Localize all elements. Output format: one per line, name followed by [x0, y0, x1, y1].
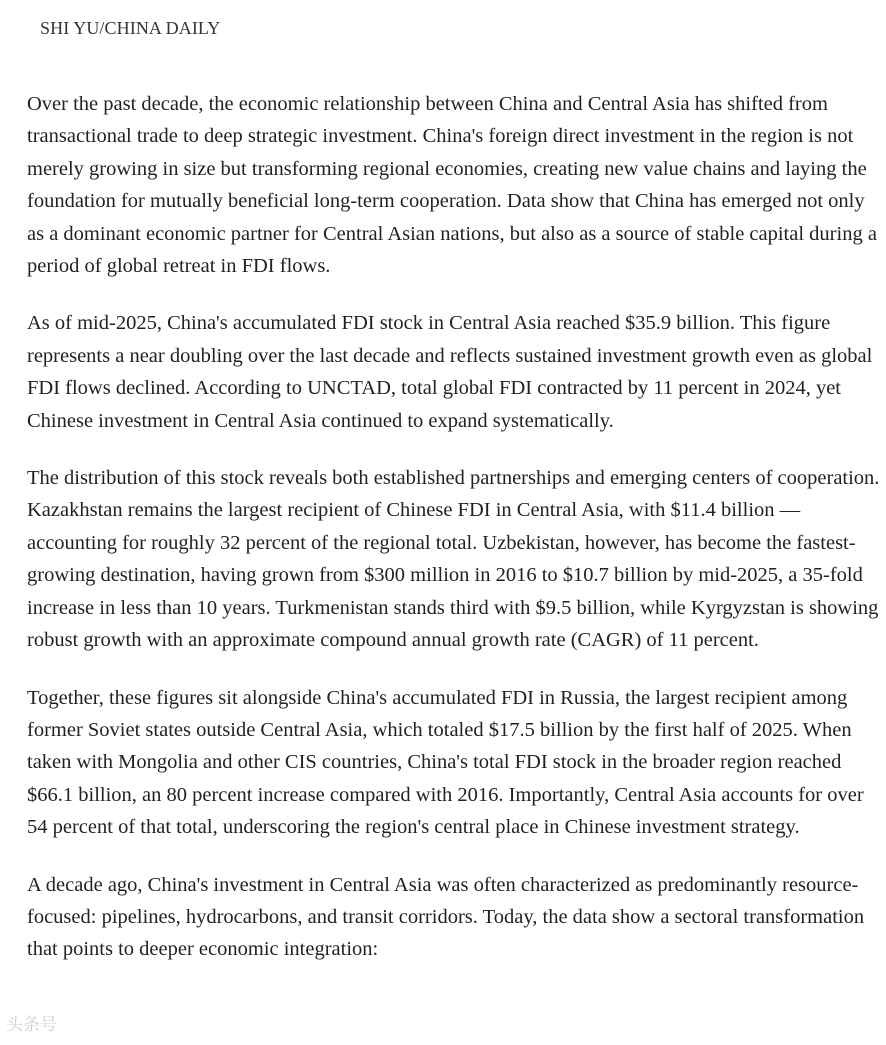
- paragraph-1: Over the past decade, the economic relationship between China and Central Asia has shifted from transactional trade to deep strategic investment. China's foreign direct investment in the region is not merely growing in size but transforming regional economies, creating new value chains and laying the foundation for mutually beneficial long-term cooperation. Data show that China has emerged not only as a dominant economic partner for Central Asian nations, but also as a source of stable capital during a period of global retreat in FDI flows.: [27, 93, 877, 278]
- article-body: [27, 88, 885, 991]
- paragraph-5: A decade ago, China's investment in Central Asia was often characterized as predominantly resource-focused: pipelines, hydrocarbons, and transit corridors. Today, the data show a sectoral transformation that points to deeper economic integration:: [27, 873, 865, 961]
- paragraph-2: As of mid-2025, China's accumulated FDI stock in Central Asia reached $35.9 billion. This figure represents a near doubling over the last decade and reflects sustained investment growth even as global FDI flows declined. According to UNCTAD, total global FDI contracted by 11 percent in 2024, yet Chinese investment in Central Asia continued to expand systematically.: [27, 312, 873, 432]
- watermark: 头条号: [6, 1015, 57, 1035]
- paragraph-3: The distribution of this stock reveals both established partnerships and emerging centers of cooperation. Kazakhstan remains the largest recipient of Chinese FDI in Central Asia, with $11.4 billion — accounting for roughly 32 percent of the regional total. Uzbekistan, however, has become the fastest-growing destination, having grown from $300 million in 2016 to $10.7 billion by mid-2025, a 35-fold increase in less than 10 years. Turkmenistan stands third with $9.5 billion, while Kyrgyzstan is showing robust growth with an approximate compound annual growth rate (CAGR) of 11 percent.: [27, 467, 880, 652]
- paragraph-4: Together, these figures sit alongside China's accumulated FDI in Russia, the largest recipient among former Soviet states outside Central Asia, which totaled $17.5 billion by the first half of 2025. When taken with Mongolia and other CIS countries, China's total FDI stock in the broader region reached $66.1 billion, an 80 percent increase compared with 2016. Importantly, Central Asia accounts for over 54 percent of that total, underscoring the region's central place in Chinese investment strategy.: [27, 686, 864, 839]
- image-credit: SHI YU/CHINA DAILY: [40, 18, 221, 38]
